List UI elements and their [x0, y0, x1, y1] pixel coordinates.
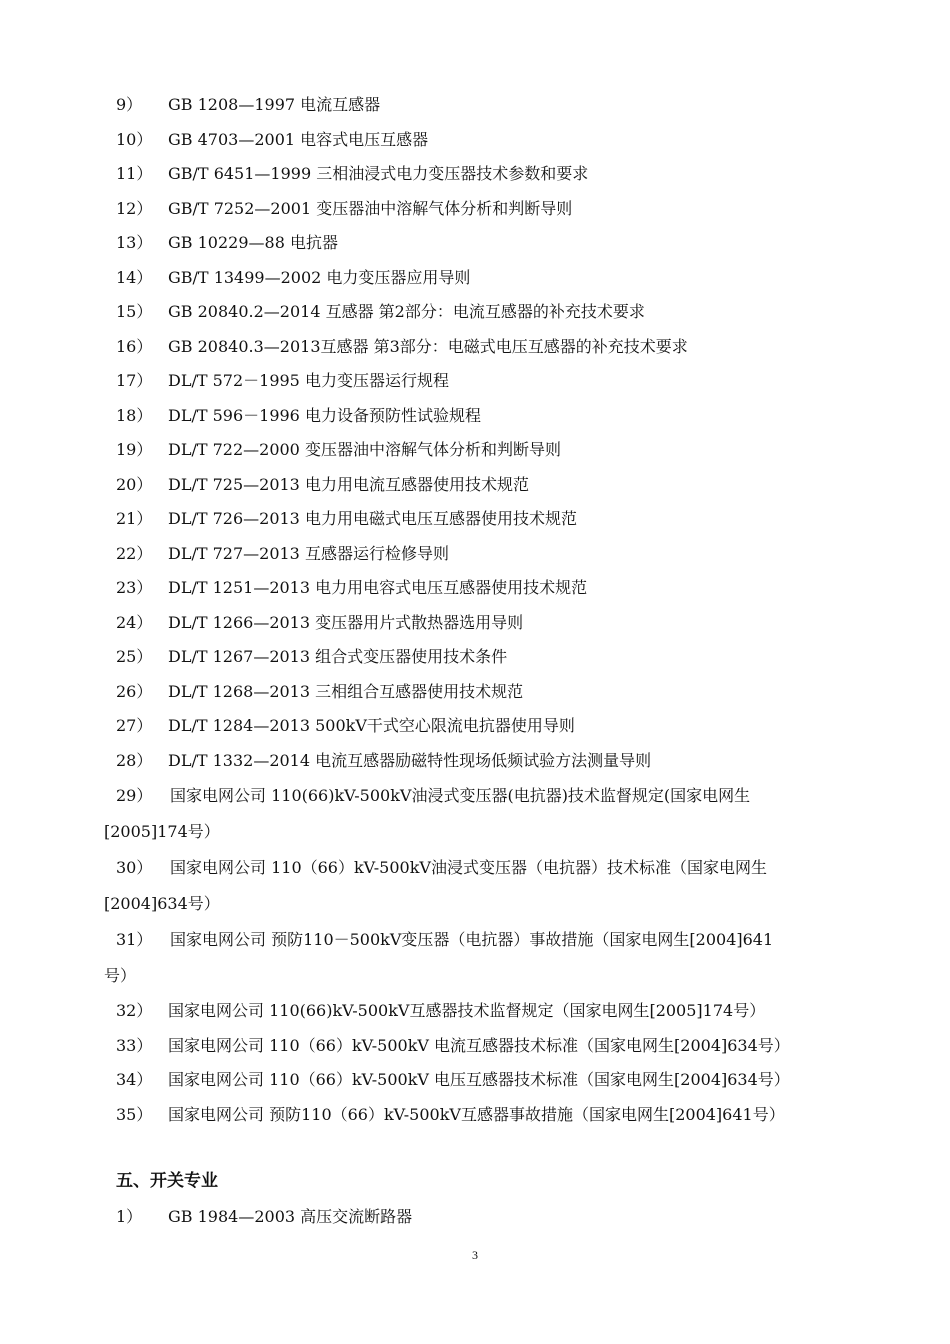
list-item: 27） DL/T 1284—2013 500kV干式空心限流电抗器使用导则: [116, 716, 575, 735]
list-item: 35） 国家电网公司 预防110（66）kV-500kV互感器事故措施（国家电网生[2004]641号）: [116, 1104, 785, 1124]
section-heading: 五、开关专业: [116, 1171, 218, 1191]
list-item: 11） GB/T 6451—1999 三相油浸式电力变压器技术参数和要求: [116, 164, 589, 183]
list-item: 23） DL/T 1251—2013 电力用电容式电压互感器使用技术规范: [116, 578, 588, 597]
list-item: 1） GB 1984—2003 高压交流断路器: [116, 1207, 413, 1226]
list-item: 13） GB 10229—88 电抗器: [116, 233, 338, 252]
list-item: 32） 国家电网公司 110(66)kV-500kV互感器技术监督规定（国家电网生[2005]174号）: [116, 1001, 766, 1020]
list-item: 24） DL/T 1266—2013 变压器用片式散热器选用导则: [116, 612, 524, 632]
list-item: 31） 国家电网公司 预防110－500kV变压器（电抗器）事故措施（国家电网生[2004]641 号）: [104, 930, 774, 985]
list-item: 21） DL/T 726—2013 电力用电磁式电压互感器使用技术规范: [116, 509, 577, 528]
list-item: 10） GB 4703—2001 电容式电压互感器: [116, 129, 429, 149]
list-item: 29） 国家电网公司 110(66)kV-500kV油浸式变压器(电抗器)技术监督规定(国家电网生 [2005]174号）: [104, 786, 751, 841]
list-item: 12） GB/T 7252—2001 变压器油中溶解气体分析和判断导则: [116, 198, 573, 218]
list-item: 22） DL/T 727—2013 互感器运行检修导则: [116, 543, 449, 563]
standards-list: [104, 88, 894, 1132]
list-item: 17） DL/T 572－1995 电力变压器运行规程: [116, 371, 449, 390]
list-item: 33） 国家电网公司 110（66）kV-500kV 电流互感器技术标准（国家电网生[2004]634号）: [116, 1035, 790, 1055]
list-item: 28） DL/T 1332—2014 电流互感器励磁特性现场低频试验方法测量导则: [116, 750, 652, 770]
list-item: 30） 国家电网公司 110（66）kV-500kV油浸式变压器（电抗器）技术标准（国家电网生 [2004]634号）: [104, 858, 767, 913]
list-item: 9） GB 1208—1997 电流互感器: [116, 95, 381, 114]
list-item: 19） DL/T 722—2000 变压器油中溶解气体分析和判断导则: [116, 440, 561, 459]
list-item: 20） DL/T 725—2013 电力用电流互感器使用技术规范: [116, 474, 529, 494]
list-item: 16） GB 20840.3—2013互感器 第3部分：电磁式电压互感器的补充技术要求: [116, 336, 688, 356]
page-number: 3: [472, 1248, 478, 1262]
list-item: 25） DL/T 1267—2013 组合式变压器使用技术条件: [116, 647, 508, 666]
list-item: 15） GB 20840.2—2014 互感器 第2部分：电流互感器的补充技术要求: [116, 302, 645, 321]
list-item: 26） DL/T 1268—2013 三相组合互感器使用技术规范: [116, 681, 524, 701]
list-item: 14） GB/T 13499—2002 电力变压器应用导则: [116, 267, 471, 287]
list-item: 18） DL/T 596－1996 电力设备预防性试验规程: [116, 405, 481, 425]
list-item: 34） 国家电网公司 110（66）kV-500kV 电压互感器技术标准（国家电网生[2004]634号）: [116, 1070, 790, 1089]
